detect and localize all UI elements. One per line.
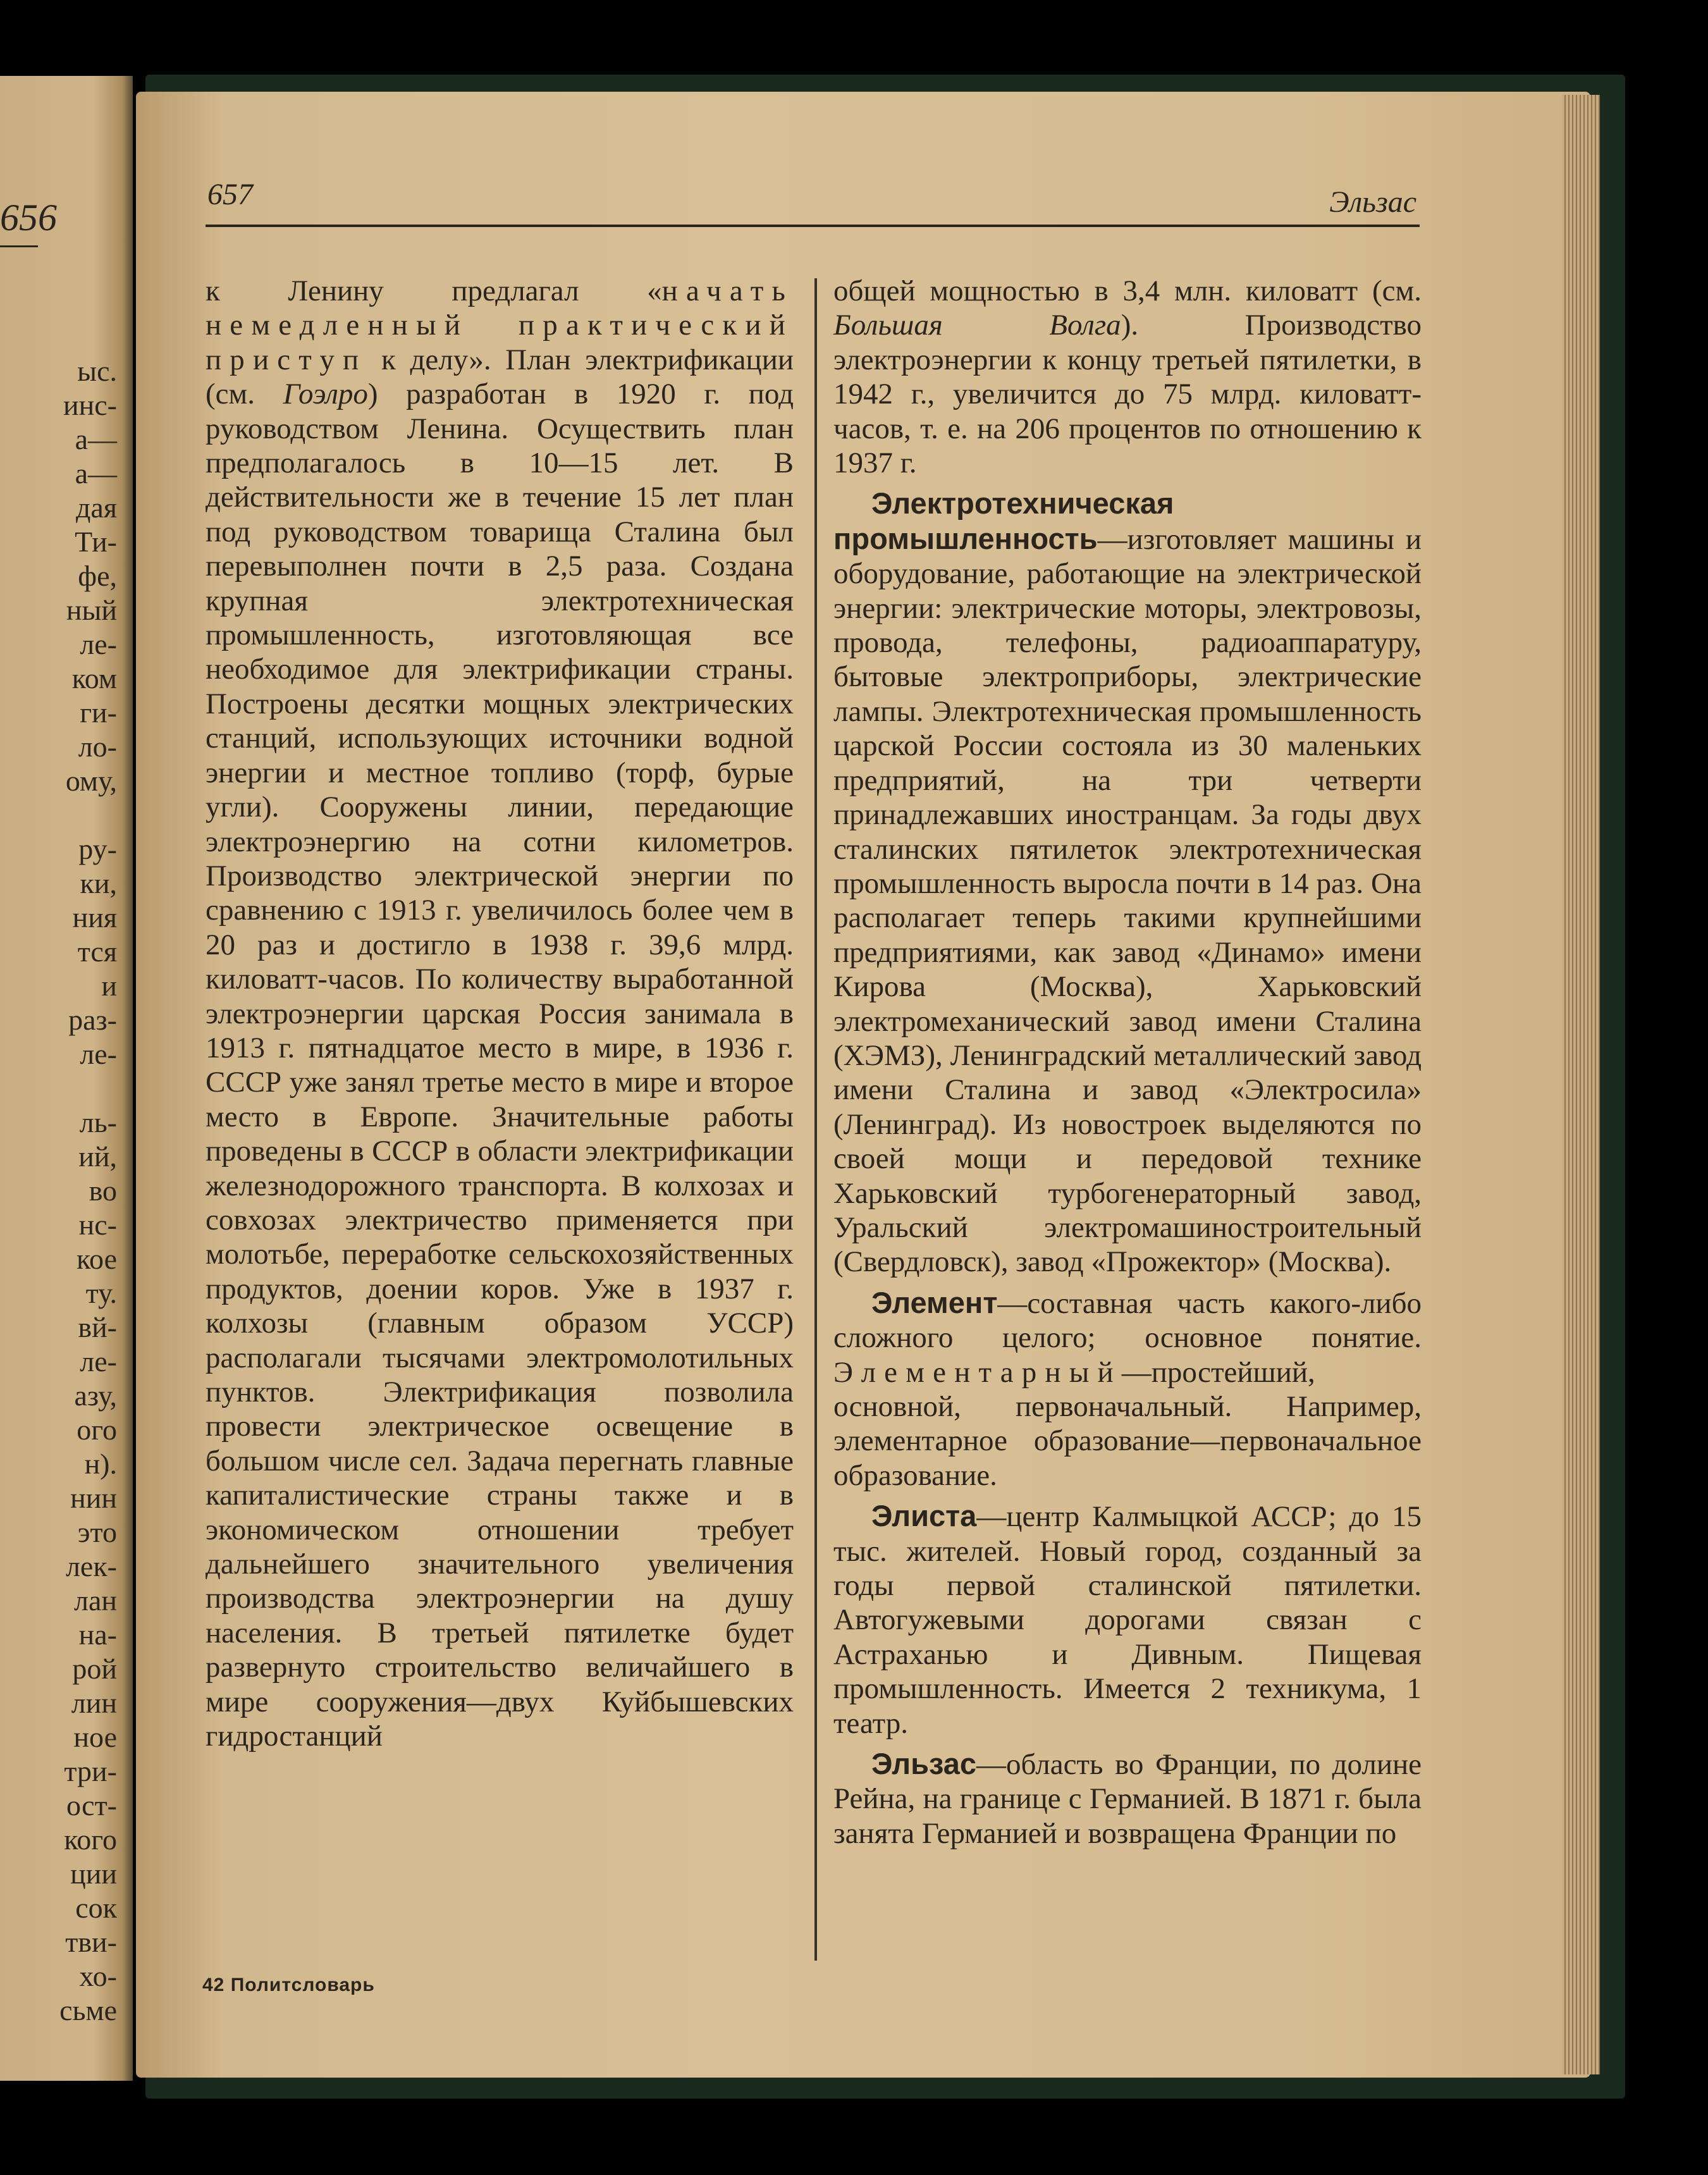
cross-reference: Гоэлро (283, 378, 368, 411)
electrification-end (833, 274, 1422, 480)
left-column (206, 274, 794, 1753)
column-rule (814, 278, 817, 1961)
text-run: ) разработан в 1920 г. под руководством Ленина. Осуществить план предполагалось в 10—15 лет. В действительности же в течение 15 лет план под руководством товарища Сталина был перевыполнен почти в 2,5 раза. Создана крупная электротехническая промышленность, изготовляющая все необходимое для электрификации страны. Построены десятки мощных электрических станций, использующих источники водной энергии и местное топливо (торф, бурые угли). Сооружены линии, передающие электроэнергию на сотни километров. Производство электрической энергии по сравнению с 1913 г. увеличилось более чем в 20 раз и достигло в 1938 г. 39,6 млрд. киловатт-часов. По количеству выработанной электроэнергии царская Россия занимала в 1913 г. пятнадцатое место в мире, в 1936 г. СССР уже занял третье место в мире и второе место в Европе. Значительные работы проведены в СССР в области электрификации железнодорожного транспорта. В колхозах и совхозах электричество применяется при молотьбе, переработке сельскохозяйственных продуктов, доении коров. Уже в 1937 г. колхозы (главным образом УССР) располагали тысячами электромолотильных пунктов. Электрификация позволила провести электрическое освещение в большом числе сел. Задача перегнать главные капиталистические страны также и в экономическом отношении требует дальнейшего значительного увеличения производства электроэнергии на душу населения. В третьей пятилетке будет развернуто строительство величайшего в мире сооружения—двух Куйбышевских гидростанций (206, 378, 794, 1753)
entry-headword: Эльзас (871, 1747, 977, 1781)
entry-headword: Элиста (871, 1499, 977, 1533)
cross-reference: Большая Волга (833, 309, 1121, 342)
text-run: ). Производство электроэнергии к концу третьей пятилетки, в 1942 г., увеличится до 75 млрд. киловатт-часов, т. е. на 206 процентов по отношению к 1937 г. (833, 309, 1422, 480)
entry-text: —составная часть какого-либо сложного целого; основное понятие. (833, 1286, 1422, 1355)
page-edges (1562, 95, 1600, 2074)
right-column (833, 274, 1422, 1851)
page-number: 657 (207, 178, 253, 211)
entry-element (833, 1286, 1422, 1493)
entry-headword: Элемент (871, 1285, 998, 1319)
entry-text: —изготовляет машины и оборудование, работающие на электрической энергии: электрические моторы, электровозы, провода, телефоны, радиоаппаратуру, бытовые электроприборы, электрические лампы. Электротехническая промышленность царской России состояла из 30 маленьких предприятий, на три четверти принадлежавших иностранцам. За годы двух сталинских пятилеток электротехническая промышленность выросла почти в 14 раз. Она располагает теперь такими крупнейшими предприятиями, как завод «Динамо» имени Кирова (Москва), Харьковский электромеханический завод имени Сталина (ХЭМЗ), Ленинградский металлический завод имени Сталина и завод «Электросила» (Ленинград). Из новостроек выделяются по своей мощи и передовой технике Харьковский турбогенераторный завод, Уральский электромашиностроительный (Свердловск), завод «Прожектор» (Москва). (833, 522, 1422, 1279)
left-page-line-ends: ыс. инс- а— а— дая Ти- фе, ный ле- ком ги- ло- ому, ру- ки, ния тся и раз- ле- ль- ий, во нс- кое ту. вй- ле- азу, ого н). нин это лек- лан на- рой лин ное три- ост- кого ции сок тви- хо- сьме (59, 355, 117, 2026)
text-run: общей мощностью в 3,4 млн. киловатт (см. (833, 274, 1422, 307)
printer-signature: 42 Политсловарь (202, 1975, 375, 1995)
text-run: к делу». План электрификации (см. (206, 343, 794, 411)
left-page-folio: 656 (0, 197, 57, 238)
entry-alsace (833, 1747, 1422, 1851)
left-page-rule (0, 245, 38, 247)
entry-text: —простейший, основной, первоначальный. Например, элементарное образование—первоначальное образование. (833, 1355, 1422, 1492)
spaced-term: Элементарный (833, 1355, 1122, 1389)
entry-text: —центр Калмыцкой АССР; до 15 тыс. жителей. Новый город, созданный за годы первой сталинской пятилетки. Автогужевыми дорогами связан с Астраханью и Дивным. Пищевая промышленность. Имеется 2 техникума, 1 театр. (833, 1500, 1422, 1740)
entry-text: —область во Франции, по долине Рейна, на границе с Германией. В 1871 г. была занята Германией и возвращена Франции по (833, 1748, 1422, 1850)
entry-headword: Электротехническая промышленность (833, 486, 1174, 555)
entry-electrotechnical-industry (833, 486, 1422, 1279)
running-head: Эльзас (1329, 185, 1416, 219)
entry-elista (833, 1499, 1422, 1741)
spaced-quote: начать немедленный практический приступ (206, 274, 794, 376)
text-run: к Ленину предлагал « (206, 274, 662, 307)
left-page-fragment (0, 76, 133, 2081)
electrification-continuation (206, 274, 794, 1753)
header-rule (206, 225, 1420, 227)
